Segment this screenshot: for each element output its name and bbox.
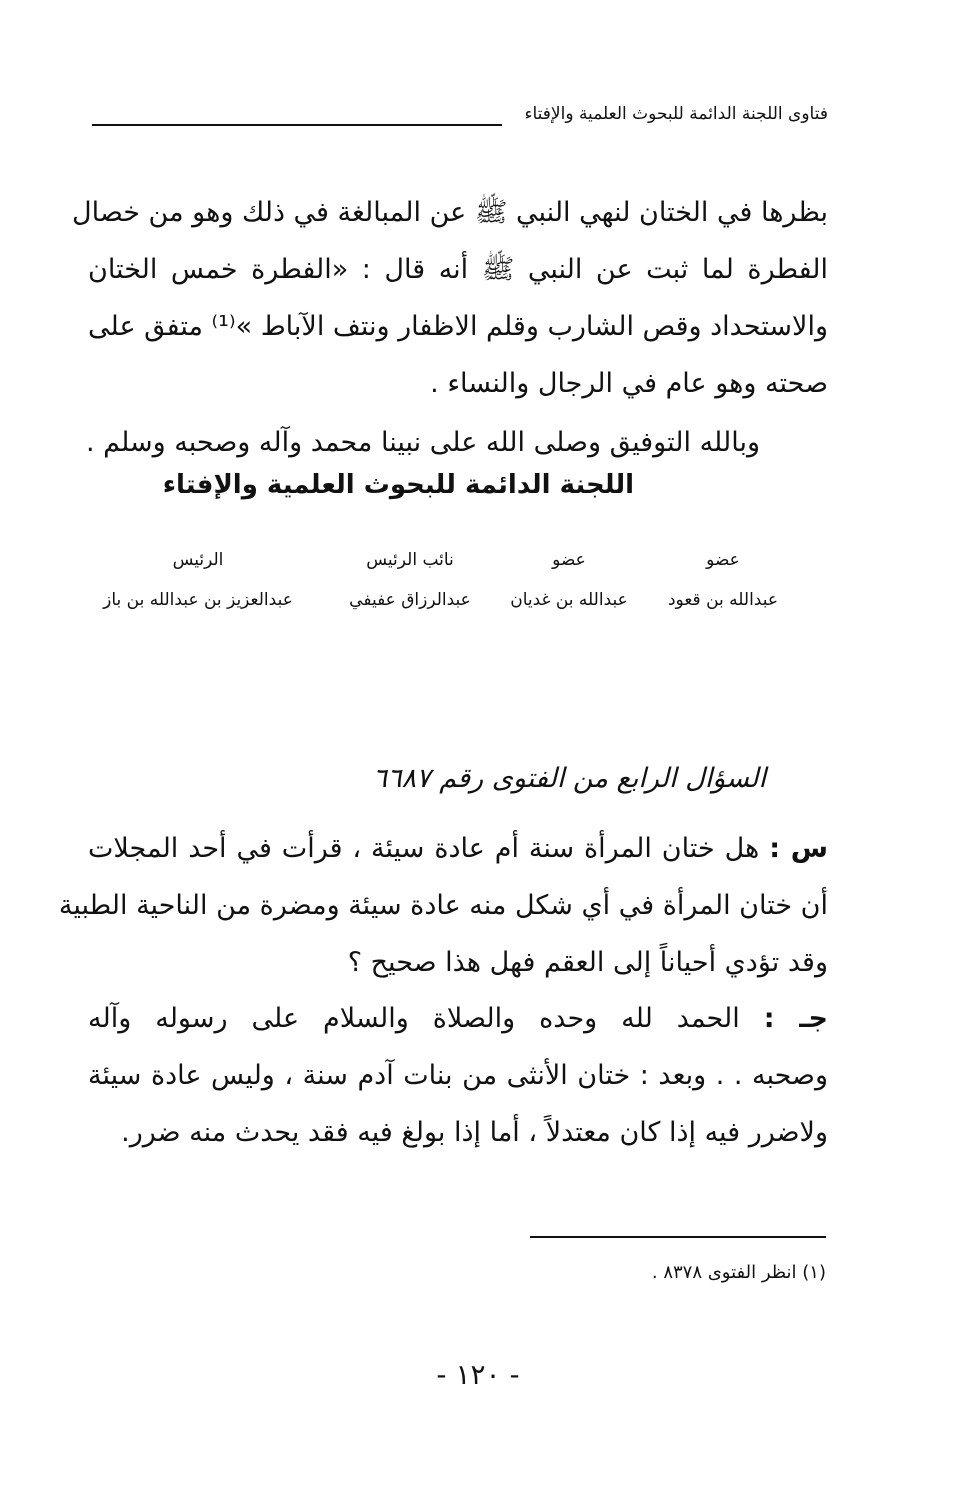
question-label: س : <box>769 833 828 864</box>
signatory-role: الرئيس <box>172 550 224 570</box>
signatory-name: عبدالله بن غديان <box>510 590 628 610</box>
signatory <box>648 540 798 620</box>
paragraph-line: صحته وهو عام في الرجال والنساء . <box>430 368 828 399</box>
answer-line <box>88 990 828 1047</box>
page-number: - ١٢٠ - <box>436 1358 520 1391</box>
signatory-role: نائب الرئيس <box>366 550 454 570</box>
committee-name: اللجنة الدائمة للبحوث العلمية والإفتاء <box>162 470 634 500</box>
fatwa-title: السؤال الرابع من الفتوى رقم ٦٦٨٧ <box>372 763 766 794</box>
footnote-rule <box>530 1236 826 1238</box>
question-line: وقد تؤدي أحياناً إلى العقم فهل هذا صحيح ؟ <box>347 947 828 978</box>
signatory <box>88 540 308 620</box>
answer-block <box>88 990 828 1161</box>
answer-line: وصحبه . . وبعد : ختان الأنثى من بنات آدم سنة ، وليس عادة سيئة <box>88 1060 828 1091</box>
running-header: فتاوى اللجنة الدائمة للبحوث العلمية والإفتاء <box>524 104 828 124</box>
question-block <box>58 820 828 991</box>
paragraph-line: والاستحداد وقص الشارب وقلم الاظفار ونتف الآباط »⁽¹⁾ متفق على <box>88 311 828 342</box>
paragraph-line: بظرها في الختان لنهي النبي ﷺ عن المبالغة في ذلك وهو من خصال <box>72 197 828 228</box>
signatory-role: عضو <box>552 550 586 570</box>
answer-text: الحمد لله وحده والصلاة والسلام على رسوله وآله <box>88 1003 740 1034</box>
signatory <box>494 540 644 620</box>
signatory-name: عبدالله بن قعود <box>667 590 778 610</box>
signatory <box>340 540 480 620</box>
signatory-role: عضو <box>706 550 740 570</box>
paragraph-continuation <box>72 184 828 412</box>
footnote: (١) انظر الفتوى ٨٣٧٨ . <box>651 1262 826 1283</box>
question-line <box>88 820 828 877</box>
answer-label: جـ : <box>763 1003 828 1034</box>
question-line: أن ختان المرأة في أي شكل منه عادة سيئة ومضرة من الناحية الطبية <box>58 890 828 921</box>
signatory-name: عبدالعزيز بن عبدالله بن باز <box>103 590 293 610</box>
signatory-name: عبدالرزاق عفيفي <box>349 590 471 610</box>
header-rule <box>92 124 502 126</box>
closing-line: وبالله التوفيق وصلى الله على نبينا محمد وآله وصحبه وسلم . <box>85 427 760 458</box>
answer-line: ولاضرر فيه إذا كان معتدلاً ، أما إذا بولغ فيه فقد يحدث منه ضرر. <box>121 1117 828 1148</box>
question-text: هل ختان المرأة سنة أم عادة سيئة ، قرأت في أحد المجلات <box>88 833 760 864</box>
paragraph-line: الفطرة لما ثبت عن النبي ﷺ أنه قال : «الفطرة خمس الختان <box>88 254 828 285</box>
